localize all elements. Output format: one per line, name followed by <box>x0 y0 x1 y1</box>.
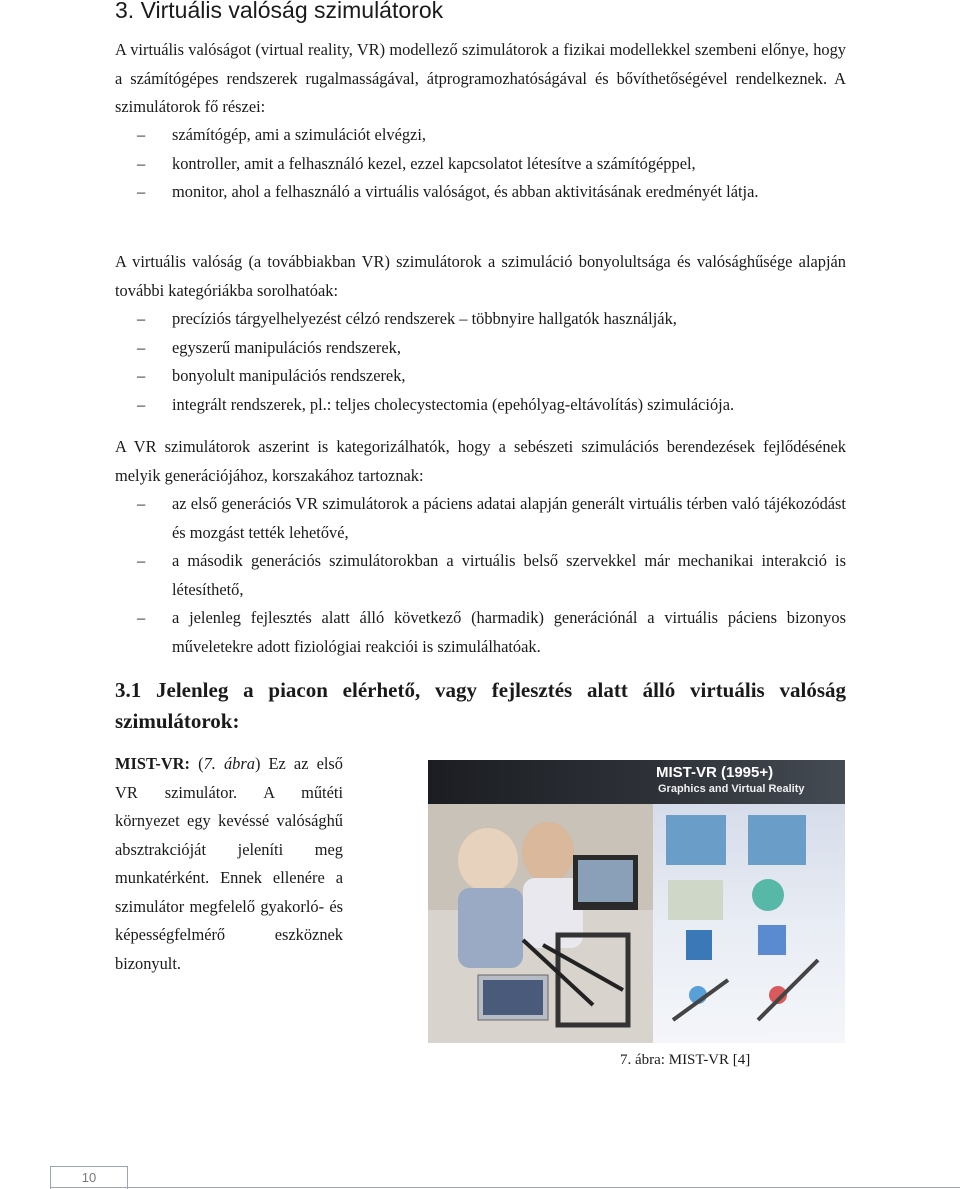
page-number: 10 <box>81 1170 97 1185</box>
list-item: – a második generációs szimulátorokban a virtuális belső szervekkel már mechanikai interakció is létesíthető, <box>115 547 846 604</box>
list-item: – bonyolult manipulációs rendszerek, <box>115 362 846 391</box>
figure-header-bar <box>428 760 845 804</box>
vr-tile <box>748 815 806 865</box>
list-generations <box>115 490 846 661</box>
laptop-screen <box>483 980 543 1015</box>
paragraph-categories: A virtuális valóság (a továbbiakban VR) szimulátorok a szimuláció bonyolultsága és valósághűsége alapján további kategóriákba sorolhatóak: <box>115 252 846 300</box>
vr-box-shape <box>758 925 786 955</box>
dash-bullet: – <box>137 337 146 357</box>
list-item: – monitor, ahol a felhasználó a virtuális valóságot, és abban aktivitásának eredményét látja. <box>115 178 846 207</box>
dash-bullet: – <box>137 309 146 328</box>
list-item: – számítógép, ami a szimulációt elvégzi, <box>115 121 846 150</box>
vr-instrument-line <box>758 960 818 1020</box>
dash-bullet: – <box>137 366 146 385</box>
section-heading: 3. Virtuális valóság szimulátorok <box>115 0 444 23</box>
figure-caption: 7. ábra: MIST-VR [4] <box>620 1052 751 1068</box>
list-item: – precíziós tárgyelhelyezést célzó rendszerek – többnyire hallgatók használják, <box>115 305 846 334</box>
vr-tile <box>666 815 726 865</box>
vr-instrument-line <box>673 980 728 1020</box>
paragraph-generations: A VR szimulátorok aszerint is kategorizálhatók, hogy a sebészeti szimulációs berendezések fejlődésének melyik generációjához, korszakához tartoznak: <box>115 437 846 485</box>
dash-bullet: – <box>137 394 146 414</box>
mist-vr-lead: MIST-VR: <box>115 754 190 773</box>
list-item: – integrált rendszerek, pl.: teljes cholecystectomia (epehólyag-eltávolítás) szimulációja. <box>115 391 846 420</box>
list-simulator-parts <box>115 121 846 207</box>
monitor-screen <box>578 860 633 902</box>
dash-bullet: – <box>137 551 146 570</box>
list-item: – kontroller, amit a felhasználó kezel, ezzel kapcsolatot létesítve a számítógéppel, <box>115 150 846 179</box>
dash-bullet: – <box>137 153 146 173</box>
mist-vr-figure <box>428 760 845 1043</box>
dash-bullet: – <box>137 182 146 201</box>
list-item: – az első generációs VR szimulátorok a páciens adatai alapján generált virtuális térben való tájékozódást és mozgást tették lehetővé, <box>115 490 846 547</box>
dash-bullet: – <box>137 125 146 144</box>
footer-rule <box>50 1187 960 1188</box>
dash-bullet: – <box>137 494 146 513</box>
person-left <box>458 828 518 892</box>
mist-vr-description: MIST-VR: (7. ábra) Ez az első VR szimulátor. A műtéti környezet egy kevéssé valósághű absztrakcióját jeleníti meg munkatérként. Ennek ellenére a szimulátor megfelelő gyakorló- és képességfelmérő eszköznek bizonyult. <box>115 754 343 973</box>
person-right <box>522 822 574 882</box>
subsection-heading: 3.1 Jelenleg a piacon elérhető, vagy fejlesztés alatt álló virtuális valóság szimulátorok: <box>115 678 846 733</box>
vr-target-shape <box>752 879 784 911</box>
figure-title: MIST-VR (1995+) <box>656 764 774 781</box>
person-left-body <box>458 888 523 968</box>
list-item: – a jelenleg fejlesztés alatt álló következő (harmadik) generációnál a virtuális páciens bizonyos műveletekre adott fiziológiai reakciói is szimulálhatóak. <box>115 604 846 661</box>
dash-bullet: – <box>137 608 146 627</box>
paragraph-intro: A virtuális valóságot (virtual reality, VR) modellező szimulátorok a fizikai modellekkel szembeni előnye, hogy a számítógépes rendszerek rugalmasságával, átprogramozhatóságával és bővíthetőségével rendelkeznek. A szimulátorok fő részei: <box>115 40 846 116</box>
vr-tile <box>668 880 723 920</box>
list-categories <box>115 305 846 419</box>
vr-box-shape <box>686 930 712 960</box>
figure-reference: 7. ábra <box>203 754 255 773</box>
list-item: – egyszerű manipulációs rendszerek, <box>115 334 846 363</box>
figure-subtitle: Graphics and Virtual Reality <box>658 783 805 795</box>
